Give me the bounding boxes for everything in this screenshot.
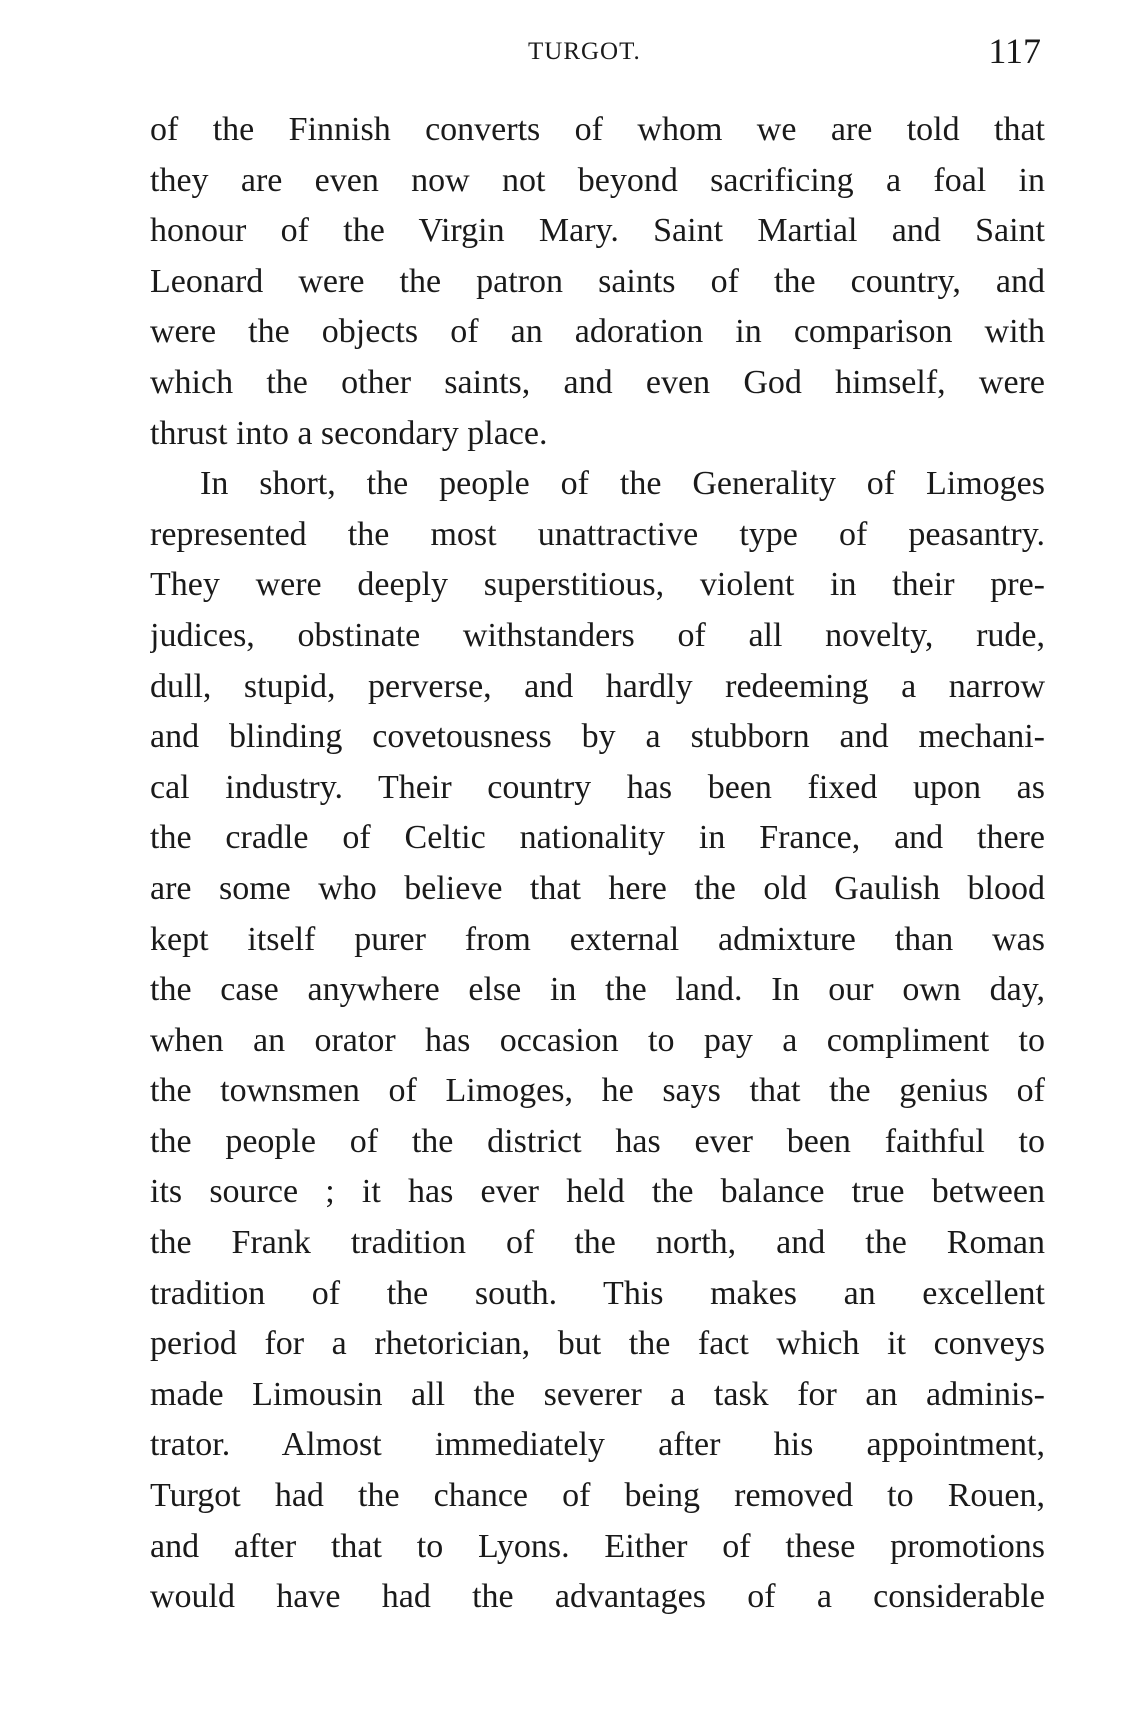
text-line: tradition of the south. This makes an excellent	[150, 1274, 1045, 1312]
text-line: They were deeply superstitious, violent in their pre-	[150, 566, 1045, 604]
text-line: dull, stupid, perverse, and hardly redeeming a narrow	[150, 667, 1045, 705]
paragraph-start-line: In short, the people of the Generality of Limoges	[200, 465, 1045, 503]
text-line: its source ; it has ever held the balance true between	[150, 1173, 1045, 1211]
text-line: represented the most unattractive type of peasantry.	[150, 515, 1045, 553]
text-line: honour of the Virgin Mary. Saint Martial and Saint	[150, 212, 1045, 250]
text-line: thrust into a secondary place.	[150, 414, 548, 452]
body-text	[150, 105, 1045, 1623]
text-line: of the Finnish converts of whom we are told that	[150, 111, 1045, 148]
running-title: TURGOT.	[528, 38, 641, 65]
text-line: made Limousin all the severer a task for an adminis-	[150, 1375, 1045, 1413]
text-line: and blinding covetousness by a stubborn and mechani-	[150, 718, 1045, 756]
text-line: which the other saints, and even God himself, were	[150, 363, 1045, 401]
text-line: and after that to Lyons. Either of these promotions	[150, 1527, 1045, 1565]
text-line: kept itself purer from external admixture than was	[150, 920, 1045, 958]
text-line: the people of the district has ever been faithful to	[150, 1122, 1045, 1160]
text-line: the cradle of Celtic nationality in France, and there	[150, 819, 1045, 857]
text-line: when an orator has occasion to pay a compliment to	[150, 1021, 1045, 1059]
text-line: trator. Almost immediately after his appointment,	[150, 1426, 1045, 1464]
page-number: 117	[988, 31, 1041, 71]
text-line: the case anywhere else in the land. In our own day,	[150, 971, 1045, 1009]
text-line: they are even now not beyond sacrificing a foal in	[150, 161, 1045, 199]
text-line: would have had the advantages of a considerable	[150, 1578, 1045, 1616]
running-head	[150, 30, 1045, 80]
text-line: are some who believe that here the old Gaulish blood	[150, 869, 1045, 907]
text-line: the townsmen of Limoges, he says that the genius of	[150, 1072, 1045, 1110]
text-line: were the objects of an adoration in comparison with	[150, 313, 1045, 351]
text-line: Turgot had the chance of being removed to Rouen,	[150, 1477, 1045, 1515]
text-line: period for a rhetorician, but the fact which it conveys	[150, 1325, 1045, 1363]
text-line: judices, obstinate withstanders of all novelty, rude,	[150, 616, 1045, 654]
text-line: cal industry. Their country has been fixed upon as	[150, 768, 1045, 806]
text-line: the Frank tradition of the north, and the Roman	[150, 1224, 1045, 1262]
text-line: Leonard were the patron saints of the country, and	[150, 262, 1045, 300]
